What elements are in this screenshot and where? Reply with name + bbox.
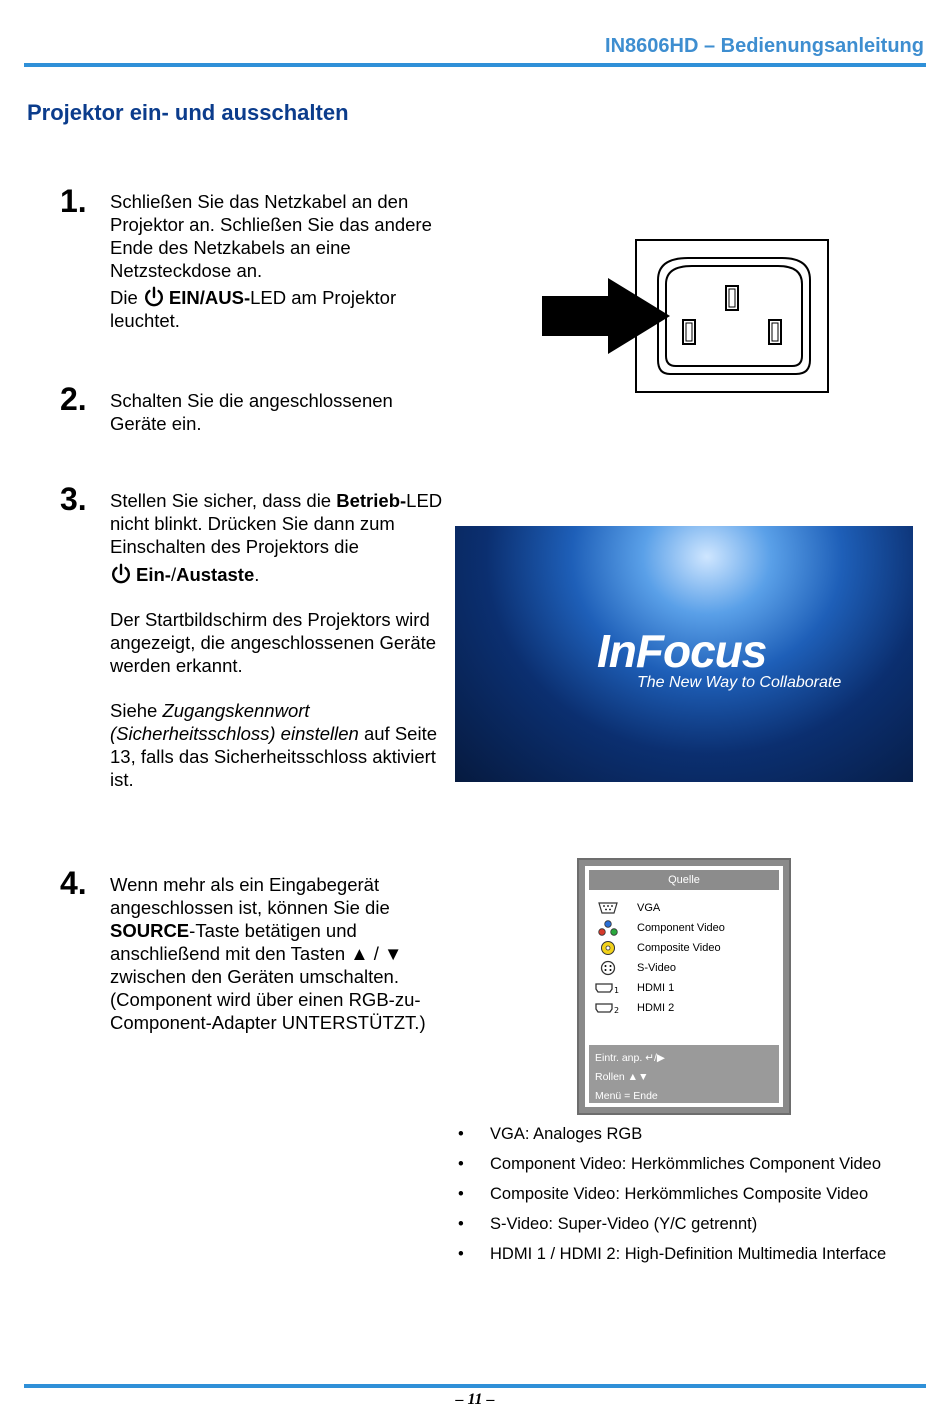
header-title: IN8606HD – Bedienungsanleitung: [605, 35, 924, 57]
startup-screen-image: [455, 526, 913, 782]
step-2-number: 2.: [60, 381, 87, 417]
svg-text:1: 1: [614, 986, 620, 994]
footer-hint-exit: Menü = Ende: [595, 1090, 658, 1102]
header-rule: [24, 63, 926, 67]
component-icon: [595, 920, 621, 936]
menu-item-composite-video[interactable]: Composite Video: [595, 938, 725, 958]
source-descriptions: [455, 1124, 925, 1274]
source-menu: [577, 858, 791, 1115]
power-icon: [143, 286, 165, 308]
footer-hint-scroll: Rollen ▲▼: [595, 1071, 649, 1083]
step-2-text: [110, 389, 450, 435]
menu-item-vga[interactable]: VGA: [595, 898, 725, 918]
step-1-number: 1.: [60, 183, 87, 219]
footer-hint-enter: Eintr. anp. ↵/▶: [595, 1052, 665, 1064]
step-1-line1: Schließen Sie das Netzkabel an den Projektor an. Schließen Sie das andere Ende des Netzkabels an eine Netzsteckdose an.: [110, 191, 432, 281]
power-socket-illustration: [540, 238, 832, 396]
step-4-number: 4.: [60, 865, 87, 901]
step-4-text: [110, 873, 450, 1034]
vga-icon: [595, 900, 621, 916]
source-menu-title: Quelle: [589, 870, 779, 890]
list-item: • Component Video: Herkömmliches Component Video: [455, 1154, 925, 1175]
list-item: • S-Video: Super-Video (Y/C getrennt): [455, 1214, 925, 1235]
composite-icon: [595, 940, 621, 956]
menu-item-hdmi2[interactable]: 2 HDMI 2: [595, 998, 725, 1018]
menu-item-component-video[interactable]: Component Video: [595, 918, 725, 938]
menu-item-hdmi1[interactable]: 1 HDMI 1: [595, 978, 725, 998]
step-2-line: Schalten Sie die angeschlossenen Geräte ein.: [110, 390, 393, 434]
menu-item-s-video[interactable]: S-Video: [595, 958, 725, 978]
source-menu-footer: [589, 1045, 779, 1103]
hdmi2-icon: [595, 1000, 621, 1016]
list-item: • VGA: Analoges RGB: [455, 1124, 925, 1145]
step-3-text: [110, 489, 450, 791]
section-title: Projektor ein- und ausschalten: [27, 100, 349, 125]
step-3-number: 3.: [60, 481, 87, 517]
footer-rule: [24, 1384, 926, 1388]
hdmi1-icon: [595, 980, 621, 996]
infocus-logo: InFocus: [597, 625, 767, 677]
step-1-line2: Die EIN/AUS-LED am Projektor leuchtet.: [110, 287, 397, 331]
step-1-text: [110, 190, 450, 332]
splash-tagline: The New Way to Collaborate: [637, 674, 842, 691]
list-item: • Composite Video: Herkömmliches Composite Video: [455, 1184, 925, 1205]
svg-text:2: 2: [614, 1006, 620, 1014]
svideo-icon: [595, 960, 621, 976]
power-icon: [110, 563, 132, 585]
step-3-p1: Stellen Sie sicher, dass die Betrieb-LED nicht blinkt. Drücken Sie dann zum Einschalten des Projektors die Ein-/Austaste.: [110, 490, 443, 585]
list-item: • HDMI 1 / HDMI 2: High-Definition Multimedia Interface: [455, 1244, 925, 1265]
step-3-p2: Der Startbildschirm des Projektors wird angezeigt, die angeschlossenen Geräte werden erkannt.: [110, 609, 437, 676]
step-4-p: Wenn mehr als ein Eingabegerät angeschlossen ist, können Sie die SOURCE-Taste betätigen und anschließend mit den Tasten ▲ / ▼ zwischen den Geräten umschalten. (Component wird über einen RGB-zu-Component-Adapter UNTERSTÜTZT.): [110, 874, 426, 1033]
page-number: – 11 –: [455, 1391, 495, 1408]
step-3-p3: Siehe Zugangskennwort (Sicherheitsschloss) einstellen auf Seite 13, falls das Sicherheitsschloss aktiviert ist.: [110, 700, 438, 790]
